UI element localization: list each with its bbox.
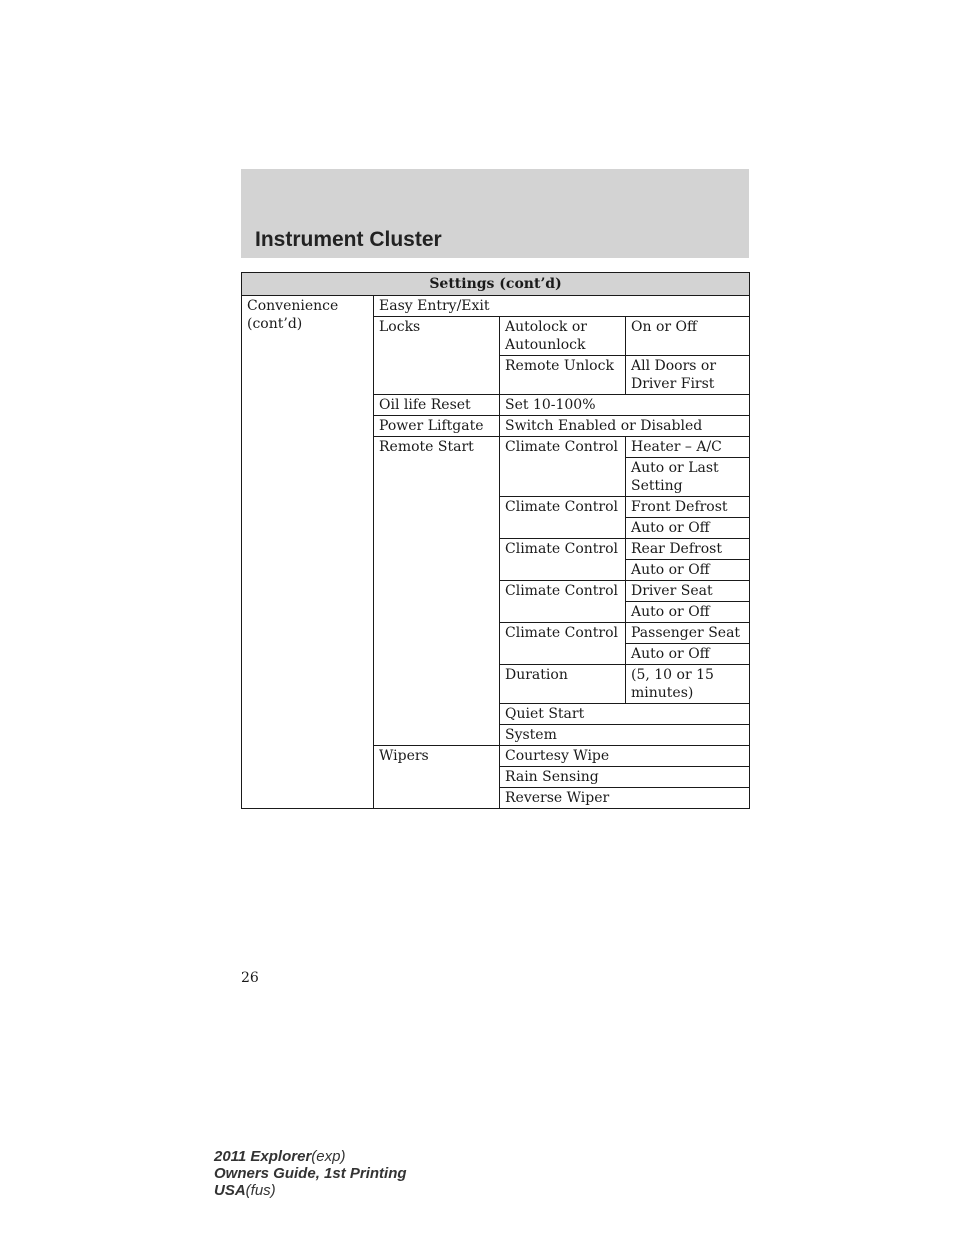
footer-line-1 <box>214 1148 407 1165</box>
table-title: Settings (cont’d) <box>242 273 750 296</box>
power-liftgate-value: Switch Enabled or Disabled <box>500 416 750 437</box>
power-liftgate-label: Power Liftgate <box>374 416 500 437</box>
wipers-label: Wipers <box>374 746 500 809</box>
front-defrost-value: Auto or Off <box>626 518 750 539</box>
reverse-wiper-cell: Reverse Wiper <box>500 788 750 809</box>
oil-life-value: Set 10-100% <box>500 395 750 416</box>
rain-sensing-cell: Rain Sensing <box>500 767 750 788</box>
table-row <box>242 296 750 317</box>
settings-table <box>241 272 750 809</box>
remote-unlock-value: All Doors or Driver First <box>626 356 750 395</box>
passenger-seat-value: Auto or Off <box>626 644 750 665</box>
footer-line-2: Owners Guide, 1st Printing <box>214 1165 407 1182</box>
easy-entry-cell: Easy Entry/Exit <box>374 296 750 317</box>
footer-market-tag: (fus) <box>245 1182 276 1199</box>
group-label: Convenience (cont’d) <box>242 296 374 809</box>
front-defrost-cell: Front Defrost <box>626 497 750 518</box>
autolock-value: On or Off <box>626 317 750 356</box>
rear-defrost-value: Auto or Off <box>626 560 750 581</box>
autolock-cell: Autolock or Autounlock <box>500 317 626 356</box>
duration-value: (5, 10 or 15 minutes) <box>626 665 750 704</box>
remote-start-label: Remote Start <box>374 437 500 746</box>
quiet-start-cell: Quiet Start <box>500 704 750 725</box>
climate-control-cell: Climate Control <box>500 497 626 539</box>
footer-line-3 <box>214 1182 407 1199</box>
section-title: Instrument Cluster <box>255 228 442 251</box>
print-footer <box>214 1148 407 1199</box>
footer-market: USA <box>214 1182 246 1199</box>
climate-control-cell: Climate Control <box>500 623 626 665</box>
page-number: 26 <box>241 970 259 986</box>
climate-control-cell: Climate Control <box>500 437 626 497</box>
climate-control-cell: Climate Control <box>500 539 626 581</box>
heater-ac-cell: Heater – A/C <box>626 437 750 458</box>
footer-model-tag: (exp) <box>311 1148 346 1165</box>
auto-last-cell: Auto or Last Setting <box>626 458 750 497</box>
oil-life-label: Oil life Reset <box>374 395 500 416</box>
passenger-seat-cell: Passenger Seat <box>626 623 750 644</box>
courtesy-wipe-cell: Courtesy Wipe <box>500 746 750 767</box>
footer-model: 2011 Explorer <box>214 1148 312 1165</box>
duration-cell: Duration <box>500 665 626 704</box>
rear-defrost-cell: Rear Defrost <box>626 539 750 560</box>
locks-label: Locks <box>374 317 500 395</box>
table-title-row <box>242 273 750 296</box>
climate-control-cell: Climate Control <box>500 581 626 623</box>
driver-seat-cell: Driver Seat <box>626 581 750 602</box>
driver-seat-value: Auto or Off <box>626 602 750 623</box>
remote-unlock-cell: Remote Unlock <box>500 356 626 395</box>
system-cell: System <box>500 725 750 746</box>
